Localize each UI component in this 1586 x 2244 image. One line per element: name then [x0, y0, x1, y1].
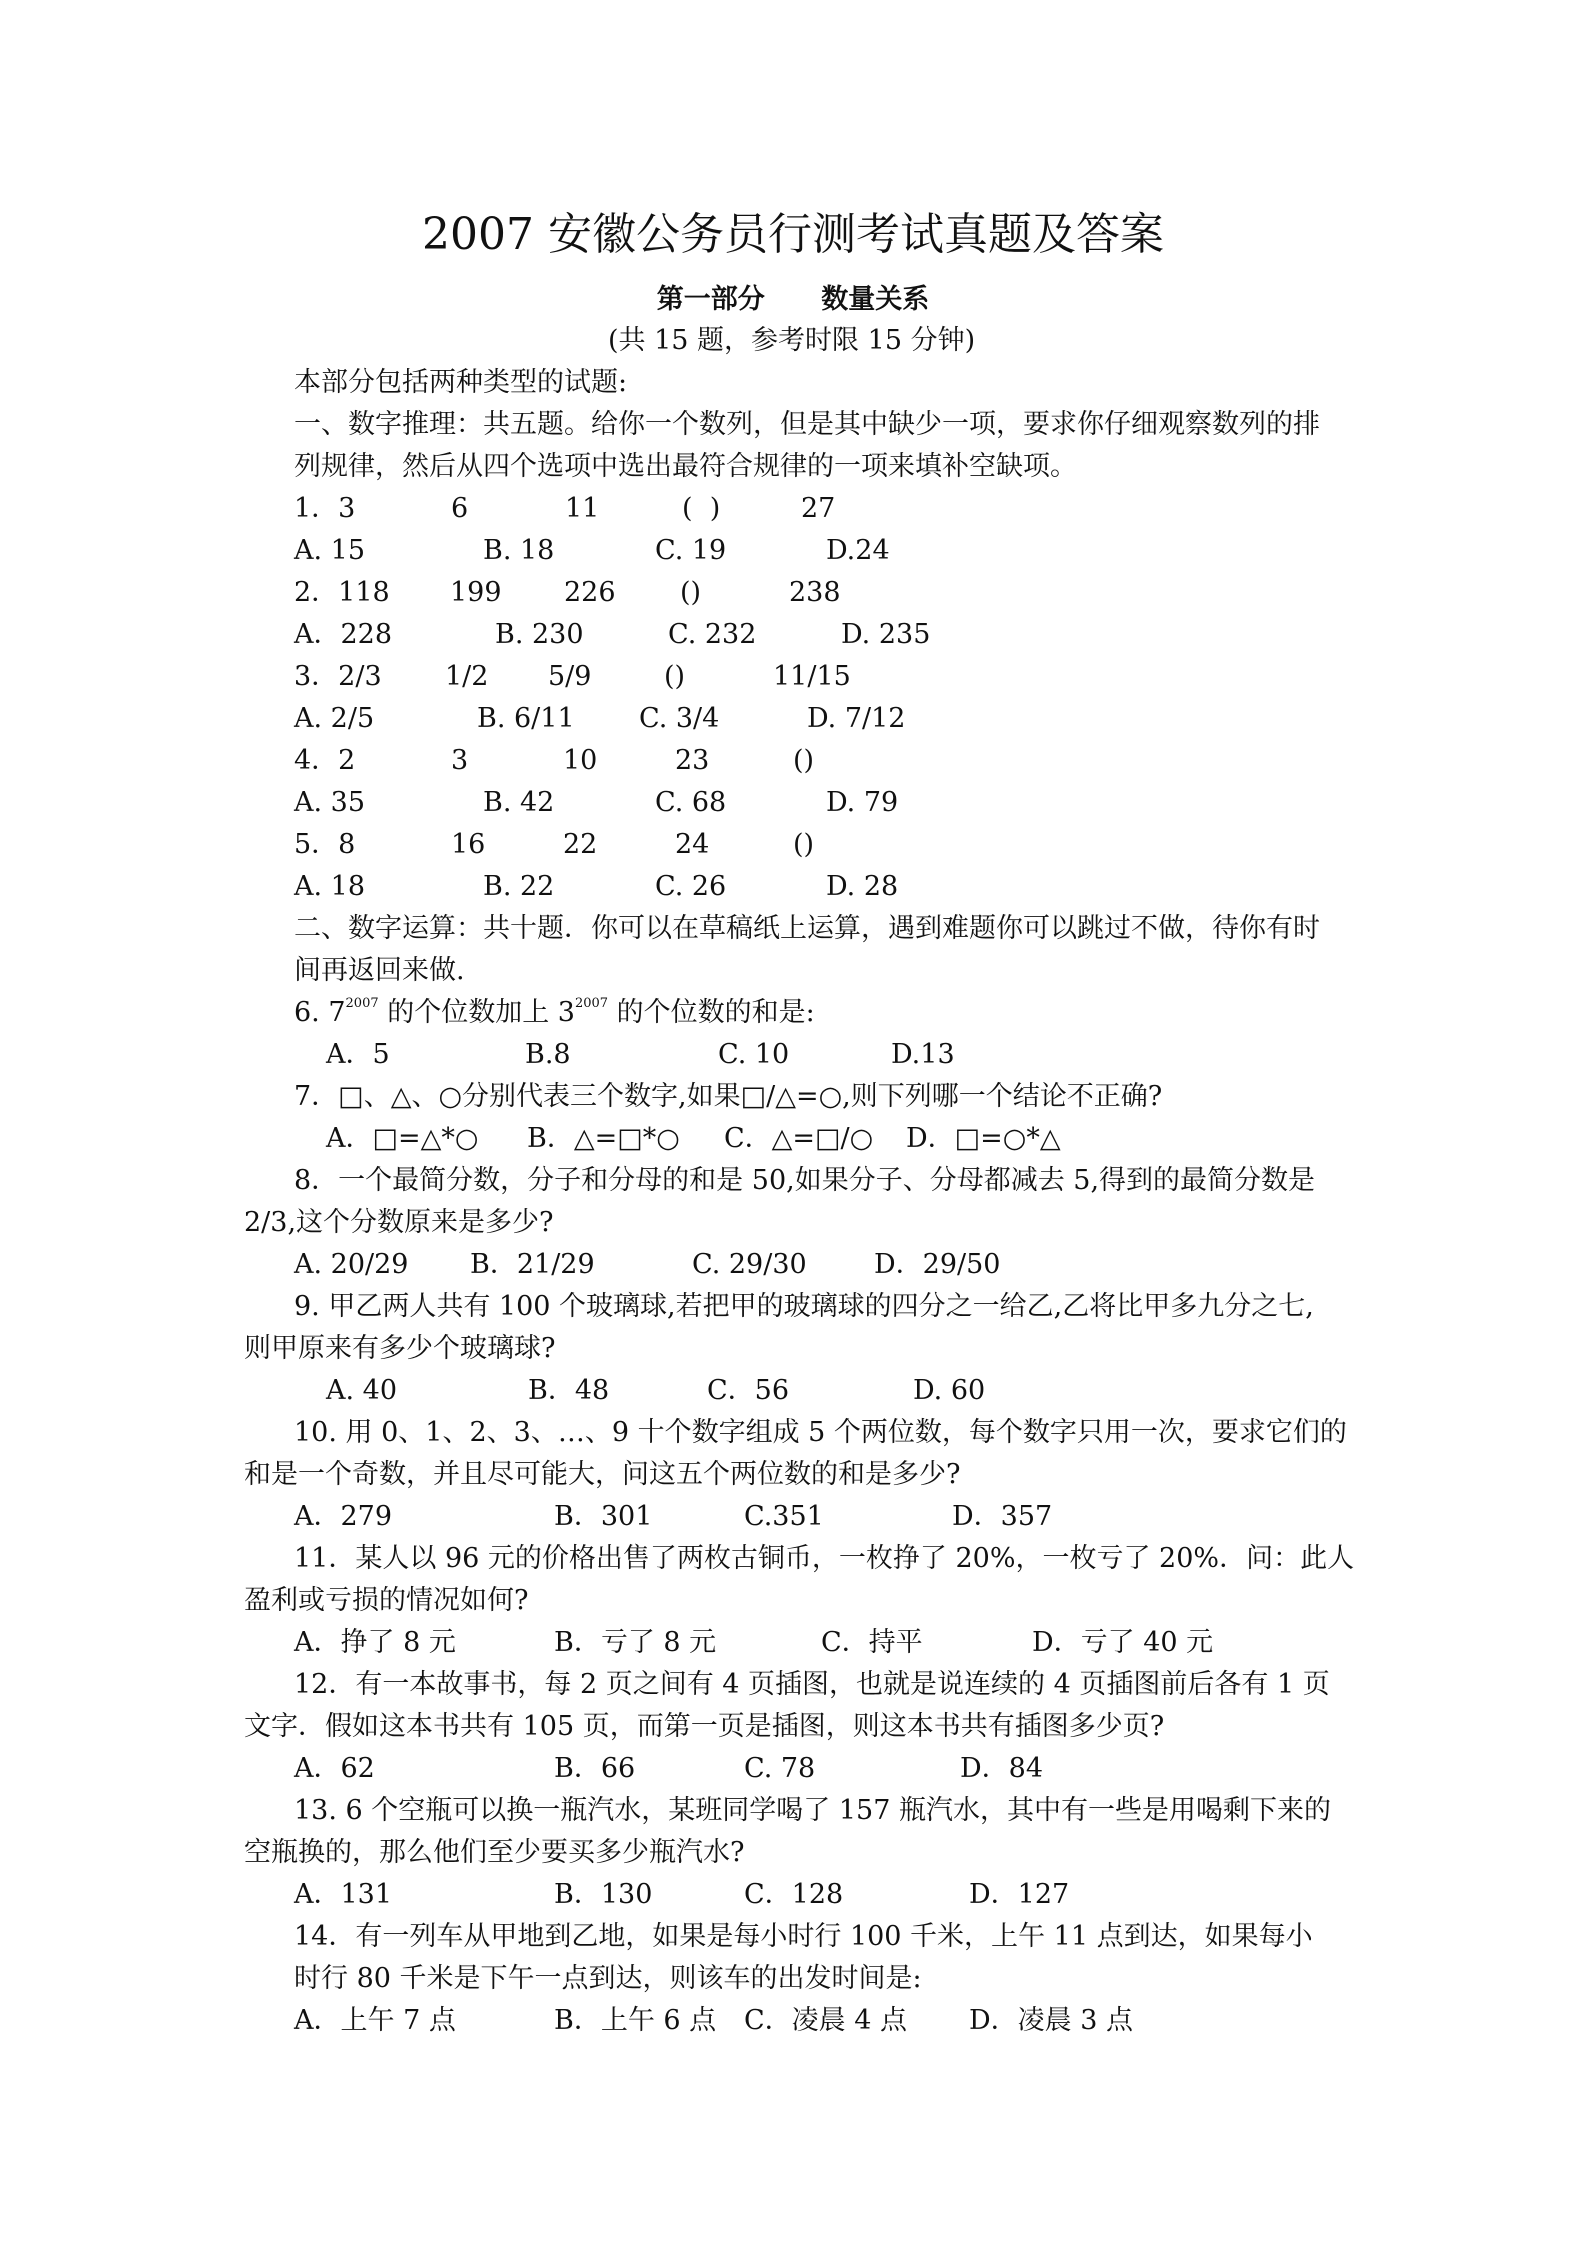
option-b: B．上午 6 点 [554, 2005, 717, 2036]
section-heading: 第一部分 数量关系 [656, 284, 930, 315]
question-6-exponent-a: 2007 [345, 996, 379, 1011]
option-a: A．5 [326, 1039, 390, 1070]
question-6-exponent-b: 2007 [574, 996, 609, 1011]
option-c: C. 3/4 [639, 703, 720, 734]
sequence-term: 27 [801, 493, 836, 524]
option-b: B．48 [528, 1375, 610, 1406]
part1-description-line1: 一、数字推理：共五题。给你一个数列，但是其中缺少一项，要求你仔细观察数列的排 [294, 409, 1320, 440]
question-6-text [294, 993, 815, 1033]
option-d: D.13 [891, 1039, 955, 1070]
question-6-middle: 的个位数加上 3 [378, 997, 575, 1028]
sequence-term: 22 [563, 829, 598, 860]
option-d: D．亏了 40 元 [1032, 1627, 1214, 1658]
question-13-line2: 空瓶换的，那么他们至少要买多少瓶汽水? [244, 1837, 745, 1868]
sequence-blank: () [680, 577, 702, 608]
sequence-term: 238 [789, 577, 841, 608]
sequence-term: 4．2 [294, 745, 356, 776]
question-14-line1: 14．有一列车从甲地到乙地，如果是每小时行 100 千米，上午 11 点到达，如果每小 [294, 1921, 1313, 1952]
option-c: C．128 [744, 1879, 844, 1910]
option-a: A. 35 [294, 787, 366, 818]
option-d: D．□=○*△ [906, 1123, 1061, 1154]
option-c: C. 26 [655, 871, 727, 902]
option-a: A. 18 [294, 871, 366, 902]
sequence-term: 5/9 [548, 661, 592, 692]
option-a: A．挣了 8 元 [294, 1627, 456, 1658]
sequence-term: 3．2/3 [294, 661, 382, 692]
question-9-line1: 9. 甲乙两人共有 100 个玻璃球,若把甲的玻璃球的四分之一给乙,乙将比甲多九分之七, [294, 1291, 1314, 1322]
question-10-line2: 和是一个奇数，并且尽可能大，问这五个两位数的和是多少? [244, 1459, 961, 1490]
option-c: C. 29/30 [692, 1249, 807, 1280]
option-c: C．△=□/○ [724, 1123, 874, 1154]
question-6-base-a: 6. 7 [294, 997, 346, 1028]
sequence-term: 6 [451, 493, 469, 524]
option-c: C. 78 [744, 1753, 816, 1784]
sequence-term: 5．8 [294, 829, 356, 860]
option-c: C. 232 [668, 619, 757, 650]
question-7-text: 7．□、△、○分别代表三个数字,如果□/△=○,则下列哪一个结论不正确? [294, 1081, 1163, 1112]
sequence-term: 1/2 [445, 661, 489, 692]
option-d: D. 7/12 [807, 703, 906, 734]
option-d: D. 79 [826, 787, 899, 818]
sequence-term: 11/15 [773, 661, 851, 692]
option-d: D.24 [826, 535, 890, 566]
question-9-line2: 则甲原来有多少个玻璃球? [244, 1333, 556, 1364]
question-8-line2: 2/3,这个分数原来是多少? [244, 1207, 554, 1238]
sequence-term: 11 [565, 493, 600, 524]
option-b: B. 18 [483, 535, 555, 566]
sequence-blank: () [664, 661, 686, 692]
option-c: C．持平 [821, 1627, 923, 1658]
option-d: D．127 [969, 1879, 1070, 1910]
option-d: D. 235 [841, 619, 931, 650]
part2-description-line2: 间再返回来做. [294, 955, 465, 986]
option-b: B．301 [554, 1501, 653, 1532]
option-a: A. 20/29 [294, 1249, 409, 1280]
sequence-term: 3 [451, 745, 469, 776]
option-a: A．□=△*○ [326, 1123, 479, 1154]
option-b: B．130 [554, 1879, 653, 1910]
question-13-line1: 13. 6 个空瓶可以换一瓶汽水，某班同学喝了 157 瓶汽水，其中有一些是用喝剩下来的 [294, 1795, 1331, 1826]
option-b: B. 42 [483, 787, 555, 818]
option-b: B. 230 [495, 619, 584, 650]
sequence-term: 10 [563, 745, 598, 776]
option-a: A．228 [294, 619, 393, 650]
section-intro: 本部分包括两种类型的试题: [294, 367, 628, 398]
option-d: D. 28 [826, 871, 899, 902]
question-8-line1: 8．一个最简分数，分子和分母的和是 50,如果分子、分母都减去 5,得到的最简分数是 [294, 1165, 1316, 1196]
question-14-line2: 时行 80 千米是下午一点到达，则该车的出发时间是: [294, 1963, 922, 1994]
question-11-line1: 11．某人以 96 元的价格出售了两枚古铜币，一枚挣了 20%，一枚亏了 20%．问：此人 [294, 1543, 1355, 1574]
sequence-term: 24 [675, 829, 710, 860]
part1-description-line2: 列规律，然后从四个选项中选出最符合规律的一项来填补空缺项。 [294, 451, 1077, 482]
sequence-term: 226 [564, 577, 616, 608]
option-b: B．66 [554, 1753, 636, 1784]
option-b: B.8 [525, 1039, 571, 1070]
sequence-term: 23 [675, 745, 710, 776]
option-c: C．56 [707, 1375, 790, 1406]
sequence-blank: () [793, 829, 815, 860]
question-10-line1: 10. 用 0、1、2、3、…、9 十个数字组成 5 个两位数，每个数字只用一次，要求它们的 [294, 1417, 1347, 1448]
option-c: C．凌晨 4 点 [744, 2005, 908, 2036]
option-a: A．279 [294, 1501, 393, 1532]
option-a: A. 15 [294, 535, 366, 566]
sequence-term: 2．118 [294, 577, 390, 608]
option-b: B．21/29 [470, 1249, 595, 1280]
option-c: C. 19 [655, 535, 727, 566]
part2-description-line1: 二、数字运算：共十题．你可以在草稿纸上运算，遇到难题你可以跳过不做，待你有时 [294, 913, 1320, 944]
sequence-blank: ( ) [682, 493, 721, 524]
option-a: A．131 [294, 1879, 393, 1910]
option-d: D. 60 [913, 1375, 986, 1406]
option-a: A. 2/5 [294, 703, 375, 734]
sequence-term: 1．3 [294, 493, 356, 524]
option-a: A. 40 [326, 1375, 398, 1406]
option-d: D．357 [952, 1501, 1053, 1532]
option-c: C. 10 [718, 1039, 790, 1070]
option-d: D．29/50 [874, 1249, 1001, 1280]
sequence-term: 16 [451, 829, 486, 860]
option-b: B. 22 [483, 871, 555, 902]
time-note: (共 15 题，参考时限 15 分钟) [608, 325, 976, 356]
question-12-line2: 文字．假如这本书共有 105 页，而第一页是插图，则这本书共有插图多少页? [244, 1711, 1165, 1742]
option-b: B. 6/11 [477, 703, 575, 734]
option-a: A．62 [294, 1753, 375, 1784]
option-d: D．凌晨 3 点 [969, 2005, 1133, 2036]
option-a: A．上午 7 点 [294, 2005, 456, 2036]
sequence-term: 199 [450, 577, 502, 608]
option-c: C. 68 [655, 787, 727, 818]
sequence-blank: () [793, 745, 815, 776]
option-c: C.351 [744, 1501, 824, 1532]
page-title: 2007 安徽公务员行测考试真题及答案 [422, 209, 1164, 260]
option-b: B．亏了 8 元 [554, 1627, 717, 1658]
option-b: B．△=□*○ [527, 1123, 680, 1154]
question-12-line1: 12．有一本故事书，每 2 页之间有 4 页插图，也就是说连续的 4 页插图前后各有 1 页 [294, 1669, 1330, 1700]
question-6-end: 的个位数的和是: [608, 997, 815, 1028]
option-d: D．84 [960, 1753, 1044, 1784]
question-11-line2: 盈利或亏损的情况如何? [244, 1585, 529, 1616]
